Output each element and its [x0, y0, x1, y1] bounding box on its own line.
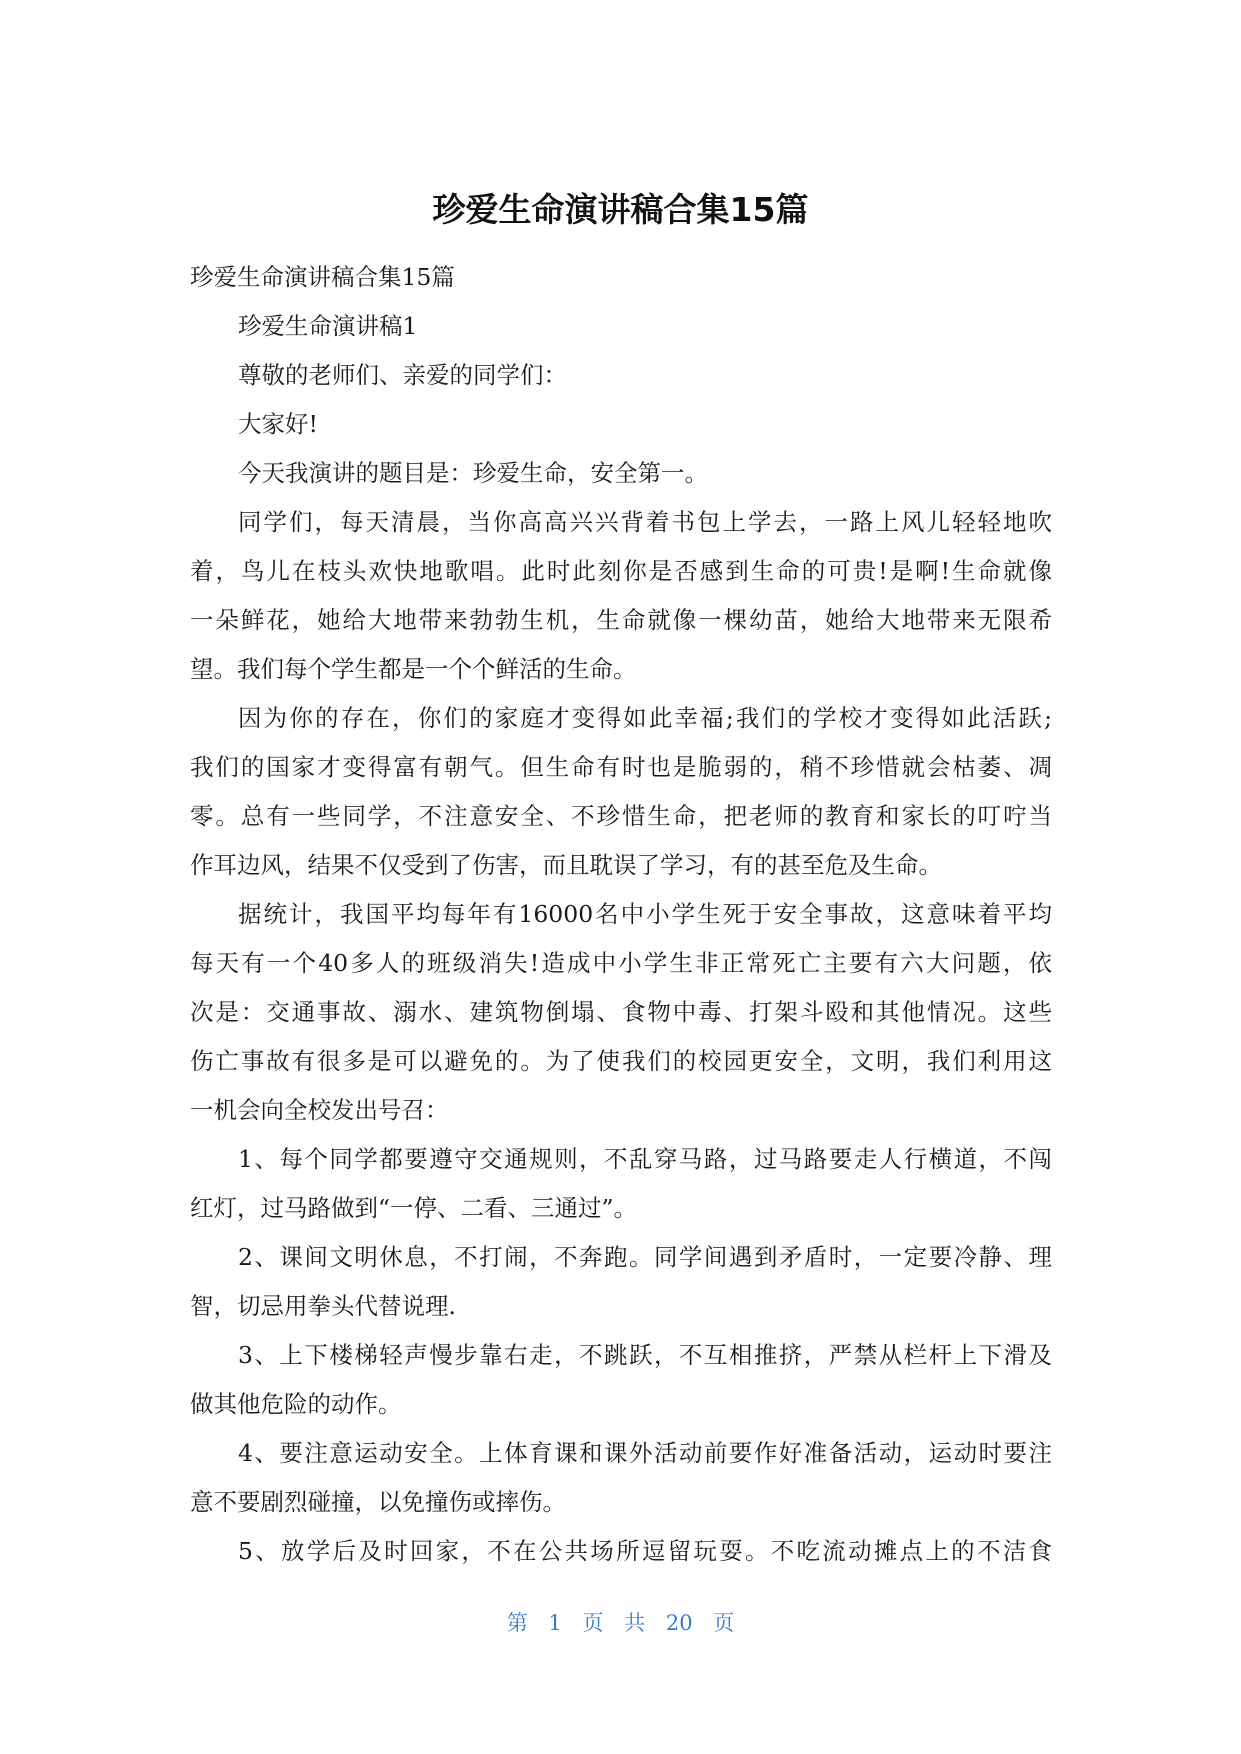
paragraph-line: 我们的国家才变得富有朝气。但生命有时也是脆弱的，稍不珍惜就会枯萎、凋 — [190, 753, 1052, 781]
footer-suffix: 页 — [713, 1611, 735, 1635]
paragraph-line: 据统计，我国平均每年有16000名中小学生死于安全事故，这意味着平均 — [238, 900, 1052, 928]
footer-total-pages: 20 — [665, 1611, 693, 1635]
footer-prefix: 第 — [506, 1611, 528, 1635]
list-item-line: 做其他危险的动作。 — [190, 1390, 402, 1418]
paragraph-line: 一机会向全校发出号召： — [190, 1096, 449, 1124]
list-item-line: 红灯，过马路做到“一停、二看、三通过”。 — [190, 1194, 638, 1222]
paragraph-line: 作耳边风，结果不仅受到了伤害，而且耽误了学习，有的甚至危及生命。 — [190, 851, 942, 879]
footer-middle: 页 共 — [582, 1611, 646, 1635]
list-item-line: 5、放学后及时回家，不在公共场所逗留玩耍。不吃流动摊点上的不洁食 — [238, 1537, 1052, 1565]
list-item-line: 4、要注意运动安全。上体育课和课外活动前要作好准备活动，运动时要注 — [238, 1439, 1052, 1467]
paragraph-line: 每天有一个40多人的班级消失!造成中小学生非正常死亡主要有六大问题，依 — [190, 949, 1052, 977]
speech-heading: 珍爱生命演讲稿1 — [238, 312, 418, 340]
subtitle-line: 珍爱生命演讲稿合集15篇 — [190, 263, 455, 291]
list-item-line: 2、课间文明休息，不打闹，不奔跑。同学间遇到矛盾时，一定要冷静、理 — [238, 1243, 1052, 1271]
greeting: 大家好! — [238, 410, 318, 438]
paragraph-line: 次是：交通事故、溺水、建筑物倒塌、食物中毒、打架斗殴和其他情况。这些 — [190, 998, 1052, 1026]
paragraph-line: 同学们，每天清晨，当你高高兴兴背着书包上学去，一路上风儿轻轻地吹 — [238, 508, 1052, 536]
paragraph-line: 因为你的存在，你们的家庭才变得如此幸福;我们的学校才变得如此活跃; — [238, 704, 1052, 732]
document-title: 珍爱生命演讲稿合集15篇 — [432, 190, 809, 229]
paragraph-line: 伤亡事故有很多是可以避免的。为了使我们的校园更安全，文明，我们利用这 — [190, 1047, 1052, 1075]
list-item-line: 意不要剧烈碰撞，以免撞伤或摔伤。 — [190, 1488, 566, 1516]
paragraph-line: 零。总有一些同学，不注意安全、不珍惜生命，把老师的教育和家长的叮咛当 — [190, 802, 1052, 830]
paragraph-line: 望。我们每个学生都是一个个鲜活的生命。 — [190, 655, 637, 683]
list-item-line: 智，切忌用拳头代替说理. — [190, 1292, 456, 1320]
paragraph-line: 着，鸟儿在枝头欢快地歌唱。此时此刻你是否感到生命的可贵!是啊!生命就像 — [190, 557, 1052, 585]
paragraph-line: 一朵鲜花，她给大地带来勃勃生机，生命就像一棵幼苗，她给大地带来无限希 — [190, 606, 1052, 634]
paragraph-line: 今天我演讲的题目是：珍爱生命，安全第一。 — [238, 459, 708, 487]
list-item-line: 3、上下楼梯轻声慢步靠右走，不跳跃，不互相推挤，严禁从栏杆上下滑及 — [238, 1341, 1052, 1369]
document-body — [190, 253, 1052, 1576]
page-footer — [0, 1608, 1241, 1638]
list-item-line: 1、每个同学都要遵守交通规则，不乱穿马路，过马路要走人行横道，不闯 — [238, 1145, 1052, 1173]
footer-page-number: 1 — [548, 1611, 562, 1635]
salutation: 尊敬的老师们、亲爱的同学们： — [238, 361, 567, 389]
